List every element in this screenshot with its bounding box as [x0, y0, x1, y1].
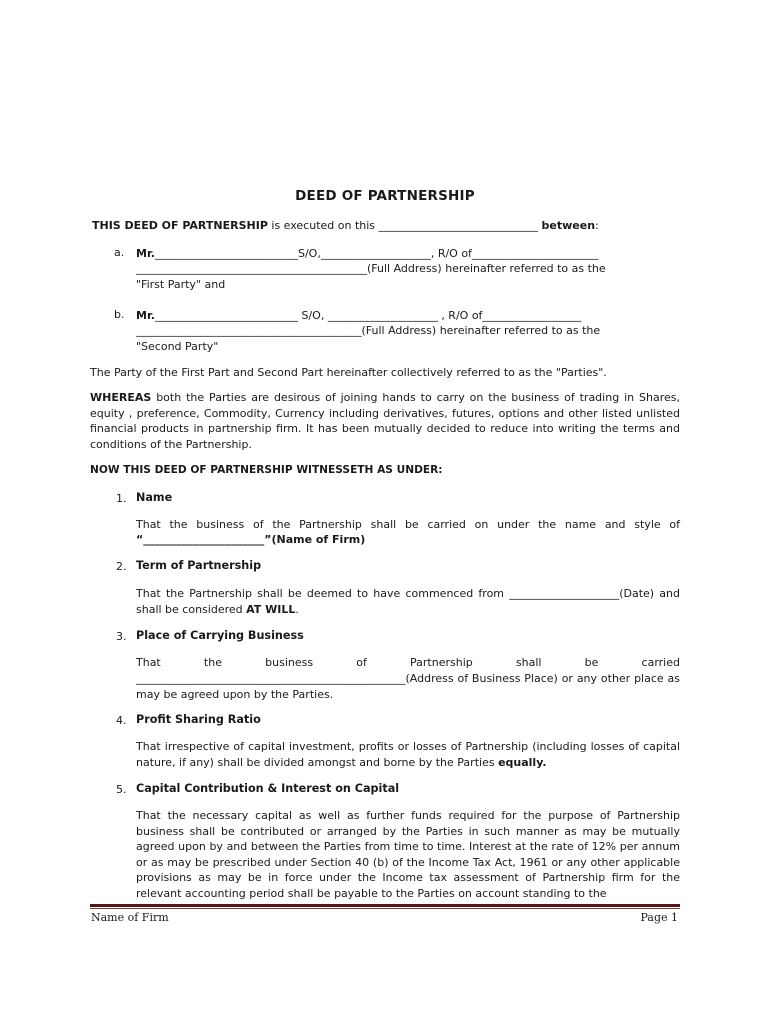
clause-3-number: 3. [116, 630, 127, 643]
intro-between: between [541, 219, 596, 232]
footer-page-number: Page 1 [640, 911, 678, 924]
footer-firm-name: Name of Firm [91, 911, 169, 924]
intro-lead: THIS DEED OF PARTNERSHIP [92, 219, 268, 232]
intro-paragraph [92, 218, 692, 234]
clause-5-heading: Capital Contribution & Interest on Capital [136, 782, 400, 795]
party-b-line3: "Second Party" [136, 340, 219, 353]
collective-paragraph: The Party of the First Part and Second Part hereinafter collectively referred to as the "Parties". [90, 366, 607, 379]
whereas-keyword: WHEREAS [90, 391, 152, 404]
clause-1-number: 1. [116, 492, 127, 505]
clause-4-number: 4. [116, 714, 127, 727]
clause-4-heading: Profit Sharing Ratio [136, 713, 261, 726]
clause-4-text [136, 739, 680, 770]
clause-4-body: That irrespective of capital investment, profits or losses of Partnership (including losses of capital nature, if any) shall be divided amongst and borne by the Parties [136, 740, 680, 769]
whereas-paragraph [90, 390, 680, 452]
clause-5-number: 5. [116, 783, 127, 796]
party-b-line1 [136, 308, 681, 324]
clause-1-text: That the business of the Partnership shall be carried on under the name and style of [136, 518, 680, 531]
footer-rule-thin [90, 908, 680, 909]
document-title: DEED OF PARTNERSHIP [295, 188, 475, 204]
footer-rule [90, 904, 680, 907]
clause-3-text: _________________________________________________(Address of Business Place) or any other place as may be agreed upon by the Parties. [136, 672, 680, 701]
clause-2-tail: . [295, 602, 299, 616]
clause-1-heading: Name [136, 491, 173, 504]
party-a-marker: a. [114, 246, 125, 259]
whereas-text: both the Parties are desirous of joining hands to carry on the business of trading in Shares, equity , preference, Commodity, Currency including derivatives, futures, options and other listed unlisted financial products in partnership firm. It has been mutually decided to reduce into writing the terms and conditions of the Partnership. [90, 391, 680, 451]
party-b-line2: _________________________________________(Full Address) hereinafter referred to as the [136, 324, 601, 337]
clause-3-line1: That the business of Partnership shall be carried [136, 656, 680, 669]
party-b-fields: __________________________ S/O, ____________________ , R/O of__________________ [154, 309, 582, 322]
clause-3-heading: Place of Carrying Business [136, 629, 304, 642]
witnesseth-heading: NOW THIS DEED OF PARTNERSHIP WITNESSETH AS UNDER: [90, 464, 443, 476]
party-b-marker: b. [114, 308, 125, 321]
clause-4-equally: equally. [498, 755, 547, 769]
clause-5-text: That the necessary capital as well as further funds required for the purpose of Partnership business shall be contributed or arranged by the Parties in such manner as may be mutually agreed upon by and between the Parties from time to time. Interest at the rate of 12% per annum or as may be prescribed under Section 40 (b) of the Income Tax Act, 1961 or any other applicable provisions as may be in force under the Income tax assessment of Partnership firm for the relevant accounting period shall be payable to the Parties on account standing to the [136, 809, 680, 900]
clause-2-heading: Term of Partnership [136, 559, 262, 572]
clause-2-text [136, 586, 680, 617]
clause-2-number: 2. [116, 560, 127, 573]
party-a-line2: __________________________________________(Full Address) hereinafter referred to as the [136, 262, 606, 275]
intro-colon: : [595, 219, 599, 232]
intro-date-blank: is executed on this _____________________________ [267, 219, 542, 232]
party-a-fields: __________________________S/O,____________________, R/O of_______________________ [154, 247, 599, 260]
party-b-prefix: Mr. [136, 309, 155, 322]
clause-2-body: That the Partnership shall be deemed to have commenced from ____________________(Date) and shall be considered [136, 587, 680, 616]
party-a-line3: "First Party" and [136, 278, 226, 291]
party-a-line1 [136, 246, 681, 262]
clause-2-at-will: AT WILL [246, 602, 296, 616]
party-a-prefix: Mr. [136, 247, 155, 260]
clause-1-firm-name: “______________________”(Name of Firm) [136, 533, 366, 546]
